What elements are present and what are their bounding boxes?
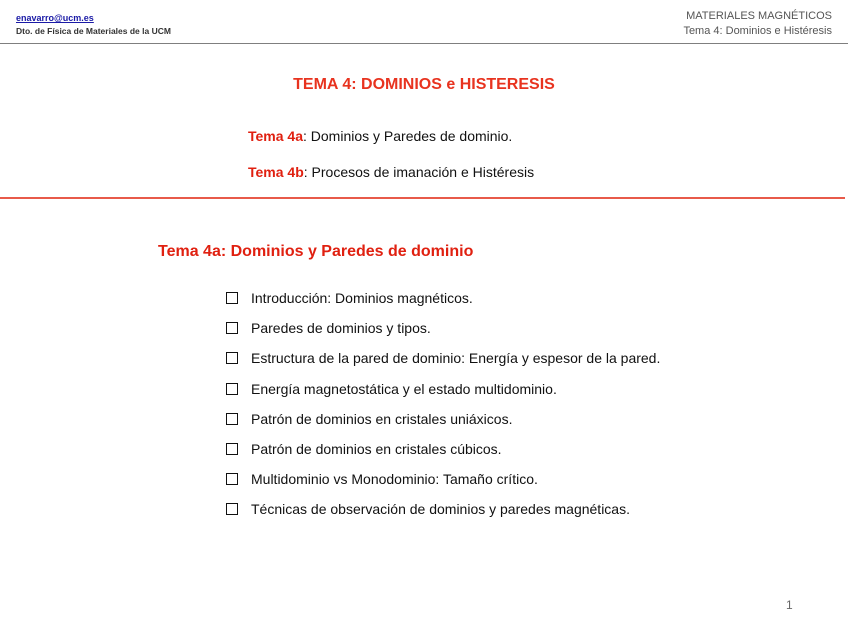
subtopic-4b bbox=[248, 164, 534, 180]
list-item-text: Estructura de la pared de dominio: Energía y espesor de la pared. bbox=[251, 350, 661, 367]
subtopic-label: Tema 4a bbox=[248, 128, 303, 144]
course-title: MATERIALES MAGNÉTICOS bbox=[686, 10, 832, 22]
header-right bbox=[683, 9, 832, 39]
checkbox-bullet-icon bbox=[226, 352, 238, 364]
email-link[interactable]: enavarro@ucm.es bbox=[16, 13, 94, 23]
header-left bbox=[16, 12, 171, 38]
subtopic-text: : Procesos de imanación e Histéresis bbox=[303, 164, 535, 180]
list-item bbox=[226, 404, 660, 434]
checkbox-bullet-icon bbox=[226, 503, 238, 515]
list-item bbox=[226, 374, 660, 404]
checkbox-bullet-icon bbox=[226, 443, 238, 455]
list-item bbox=[226, 464, 660, 494]
list-item bbox=[226, 434, 660, 464]
header-divider bbox=[0, 43, 848, 44]
list-item bbox=[226, 494, 660, 524]
checkbox-bullet-icon bbox=[226, 413, 238, 425]
checkbox-bullet-icon bbox=[226, 292, 238, 304]
list-item bbox=[226, 283, 660, 313]
subtopic-4a bbox=[248, 128, 512, 144]
page-title: TEMA 4: DOMINIOS e HISTERESIS bbox=[293, 76, 555, 93]
list-item-text: Multidominio vs Monodominio: Tamaño crítico. bbox=[251, 471, 538, 488]
list-item bbox=[226, 343, 660, 373]
list-item-text: Paredes de dominios y tipos. bbox=[251, 320, 431, 337]
department-label: Dto. de Física de Materiales de la UCM bbox=[16, 26, 171, 36]
list-item-text: Patrón de dominios en cristales cúbicos. bbox=[251, 441, 502, 458]
section-title: Tema 4a: Dominios y Paredes de dominio bbox=[158, 243, 474, 260]
checkbox-bullet-icon bbox=[226, 473, 238, 485]
page-number: 1 bbox=[786, 598, 793, 612]
topic-title: Tema 4: Dominios e Histéresis bbox=[683, 25, 832, 37]
checkbox-bullet-icon bbox=[226, 383, 238, 395]
section-divider bbox=[0, 197, 845, 199]
subtopic-text: : Dominios y Paredes de dominio. bbox=[303, 128, 513, 144]
list-item bbox=[226, 313, 660, 343]
list-item-text: Técnicas de observación de dominios y paredes magnéticas. bbox=[251, 501, 630, 518]
topic-list bbox=[226, 283, 660, 525]
list-item-text: Introducción: Dominios magnéticos. bbox=[251, 290, 473, 307]
subtopic-label: Tema 4b bbox=[248, 164, 304, 180]
list-item-text: Patrón de dominios en cristales uniáxicos. bbox=[251, 410, 513, 427]
list-item-text: Energía magnetostática y el estado multidominio. bbox=[251, 380, 557, 397]
checkbox-bullet-icon bbox=[226, 322, 238, 334]
